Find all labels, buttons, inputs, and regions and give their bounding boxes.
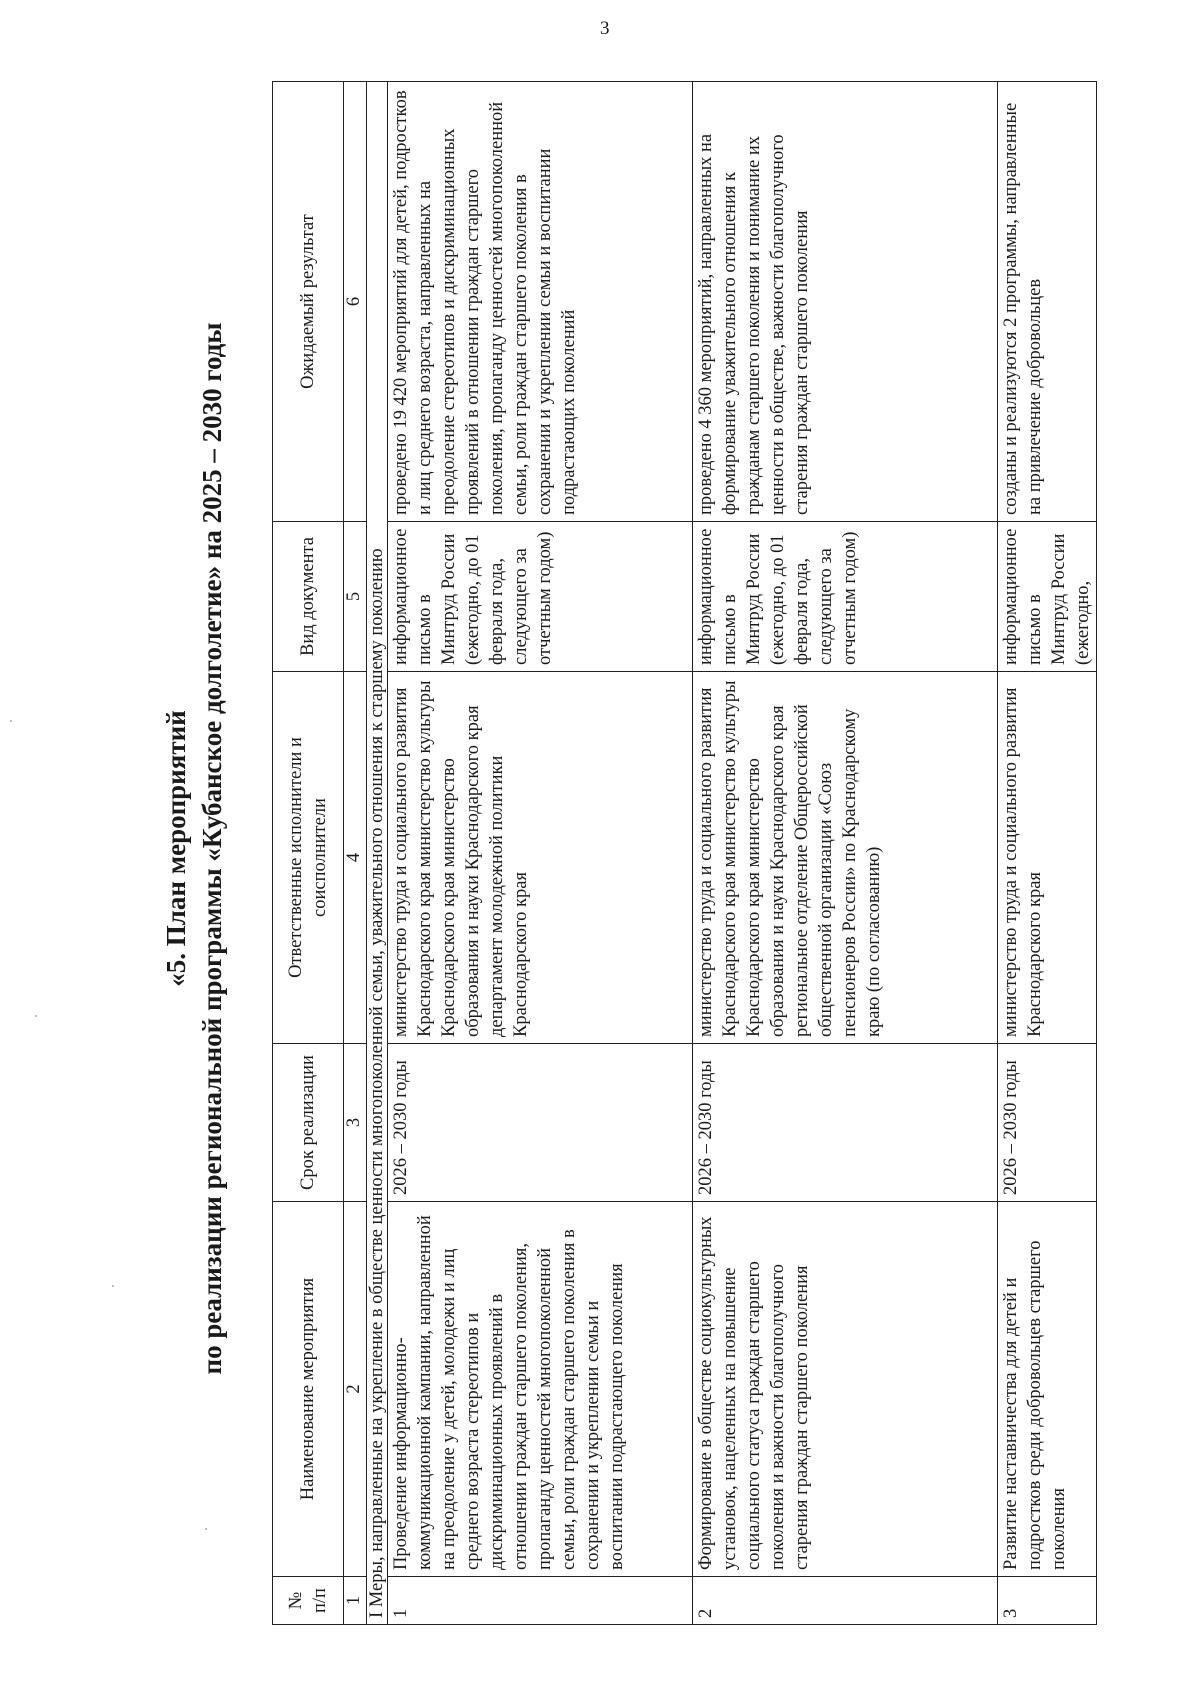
- scan-speck: [205, 1528, 207, 1530]
- scan-speck: [35, 1015, 37, 1017]
- row-number: 2: [693, 1577, 998, 1625]
- column-number: 4: [344, 672, 367, 1044]
- activity-executors: министерство труда и социального развития Краснодарского края министерство культуры Краснодарского края министерство образования и науки Краснодарского края департамент молодежной политики Краснодарского края: [388, 672, 693, 1044]
- activity-doc-type: информационное письмо в Минтруд России (ежегодно, до 01 февраля года, следующего за отчетным годом): [388, 522, 693, 672]
- column-number: 5: [344, 522, 367, 672]
- row-number: 3: [998, 1577, 1097, 1625]
- activity-result: созданы и реализуются 2 программы, направленные на привлечение добровольцев: [998, 82, 1097, 522]
- activity-term: 2026 – 2030 годы: [998, 1044, 1097, 1202]
- activity-name: Развитие наставничества для детей и подростков среди добровольцев старшего поколения: [998, 1202, 1097, 1577]
- column-number: 1: [344, 1577, 367, 1625]
- activity-executors: министерство труда и социального развития Краснодарского края: [998, 672, 1097, 1044]
- activity-executors: министерство труда и социального развития Краснодарского края министерство культуры Краснодарского края министерство образования и науки Краснодарского края региональное отделение Общероссийской общественной организации «Союз пенсионеров России» по Краснодарскому краю (по согласованию): [693, 672, 998, 1044]
- column-number: 2: [344, 1202, 367, 1577]
- activity-doc-type: информационное письмо в Минтруд России (ежегодно,: [998, 522, 1097, 672]
- table-row: [998, 82, 1097, 1625]
- activity-term: 2026 – 2030 годы: [693, 1044, 998, 1202]
- document-title: «5. План мероприятий: [161, 710, 191, 987]
- activity-name: Формирование в обществе социокультурных установок, нацеленных на повышение социального статуса граждан старшего поколения и важности благополучного старения граждан старшего поколения: [693, 1202, 998, 1577]
- section-title: I Меры, направленные на укрепление в обществе ценности многопоколенной семьи, уважительного отношения к старшему поколению: [367, 82, 388, 1625]
- header-cell: Ответственные исполнители и соисполнители: [273, 672, 344, 1044]
- table-header-row: [273, 82, 344, 1625]
- table-row: [693, 82, 998, 1625]
- scan-speck: [112, 1285, 114, 1287]
- section-row: [367, 82, 388, 1625]
- header-cell: Срок реализации: [273, 1044, 344, 1202]
- header-cell: Наименование мероприятия: [273, 1202, 344, 1577]
- scan-speck: [10, 720, 12, 722]
- header-cell: Вид документа: [273, 522, 344, 672]
- document-subtitle: по реализации региональной программы «Кубанское долголетие» на 2025 – 2030 годы: [197, 322, 227, 1375]
- activity-term: 2026 – 2030 годы: [388, 1044, 693, 1202]
- column-number: 6: [344, 82, 367, 522]
- table-row: [388, 82, 693, 1625]
- row-number: 1: [388, 1577, 693, 1625]
- plan-table: [272, 81, 1097, 1625]
- activity-name: Проведение информационно-коммуникационной кампании, направленной на преодоление у детей, молодежи и лиц среднего возраста стереотипов и дискриминационных проявлений в отношении граждан старшего поколения, пропаганду ценностей многопоколенной семьи, роли граждан старшего поколения в сохранении и укреплении семьи и воспитании подрастающего поколения: [388, 1202, 693, 1577]
- activity-result: проведено 19 420 мероприятий для детей, подростков и лиц среднего возраста, направленных на преодоление стереотипов и дискриминационных проявлений в отношении граждан старшего поколения, пропаганду ценностей многопоколенной семьи, роли граждан старшего поколения в сохранении и укреплении семьи и воспитании подрастающих поколений: [388, 82, 693, 522]
- header-cell: № п/п: [273, 1577, 344, 1625]
- header-cell: Ожидаемый результат: [273, 82, 344, 522]
- column-number-row: [344, 82, 367, 1625]
- column-number: 3: [344, 1044, 367, 1202]
- activity-doc-type: информационное письмо в Минтруд России (ежегодно, до 01 февраля года, следующего за отчетным годом): [693, 522, 998, 672]
- page-number: 3: [600, 18, 610, 39]
- activity-result: проведено 4 360 мероприятий, направленных на формирование уважительного отношения к гражданам старшего поколения и понимание их ценности в обществе, важности благополучного старения граждан старшего поколения: [693, 82, 998, 522]
